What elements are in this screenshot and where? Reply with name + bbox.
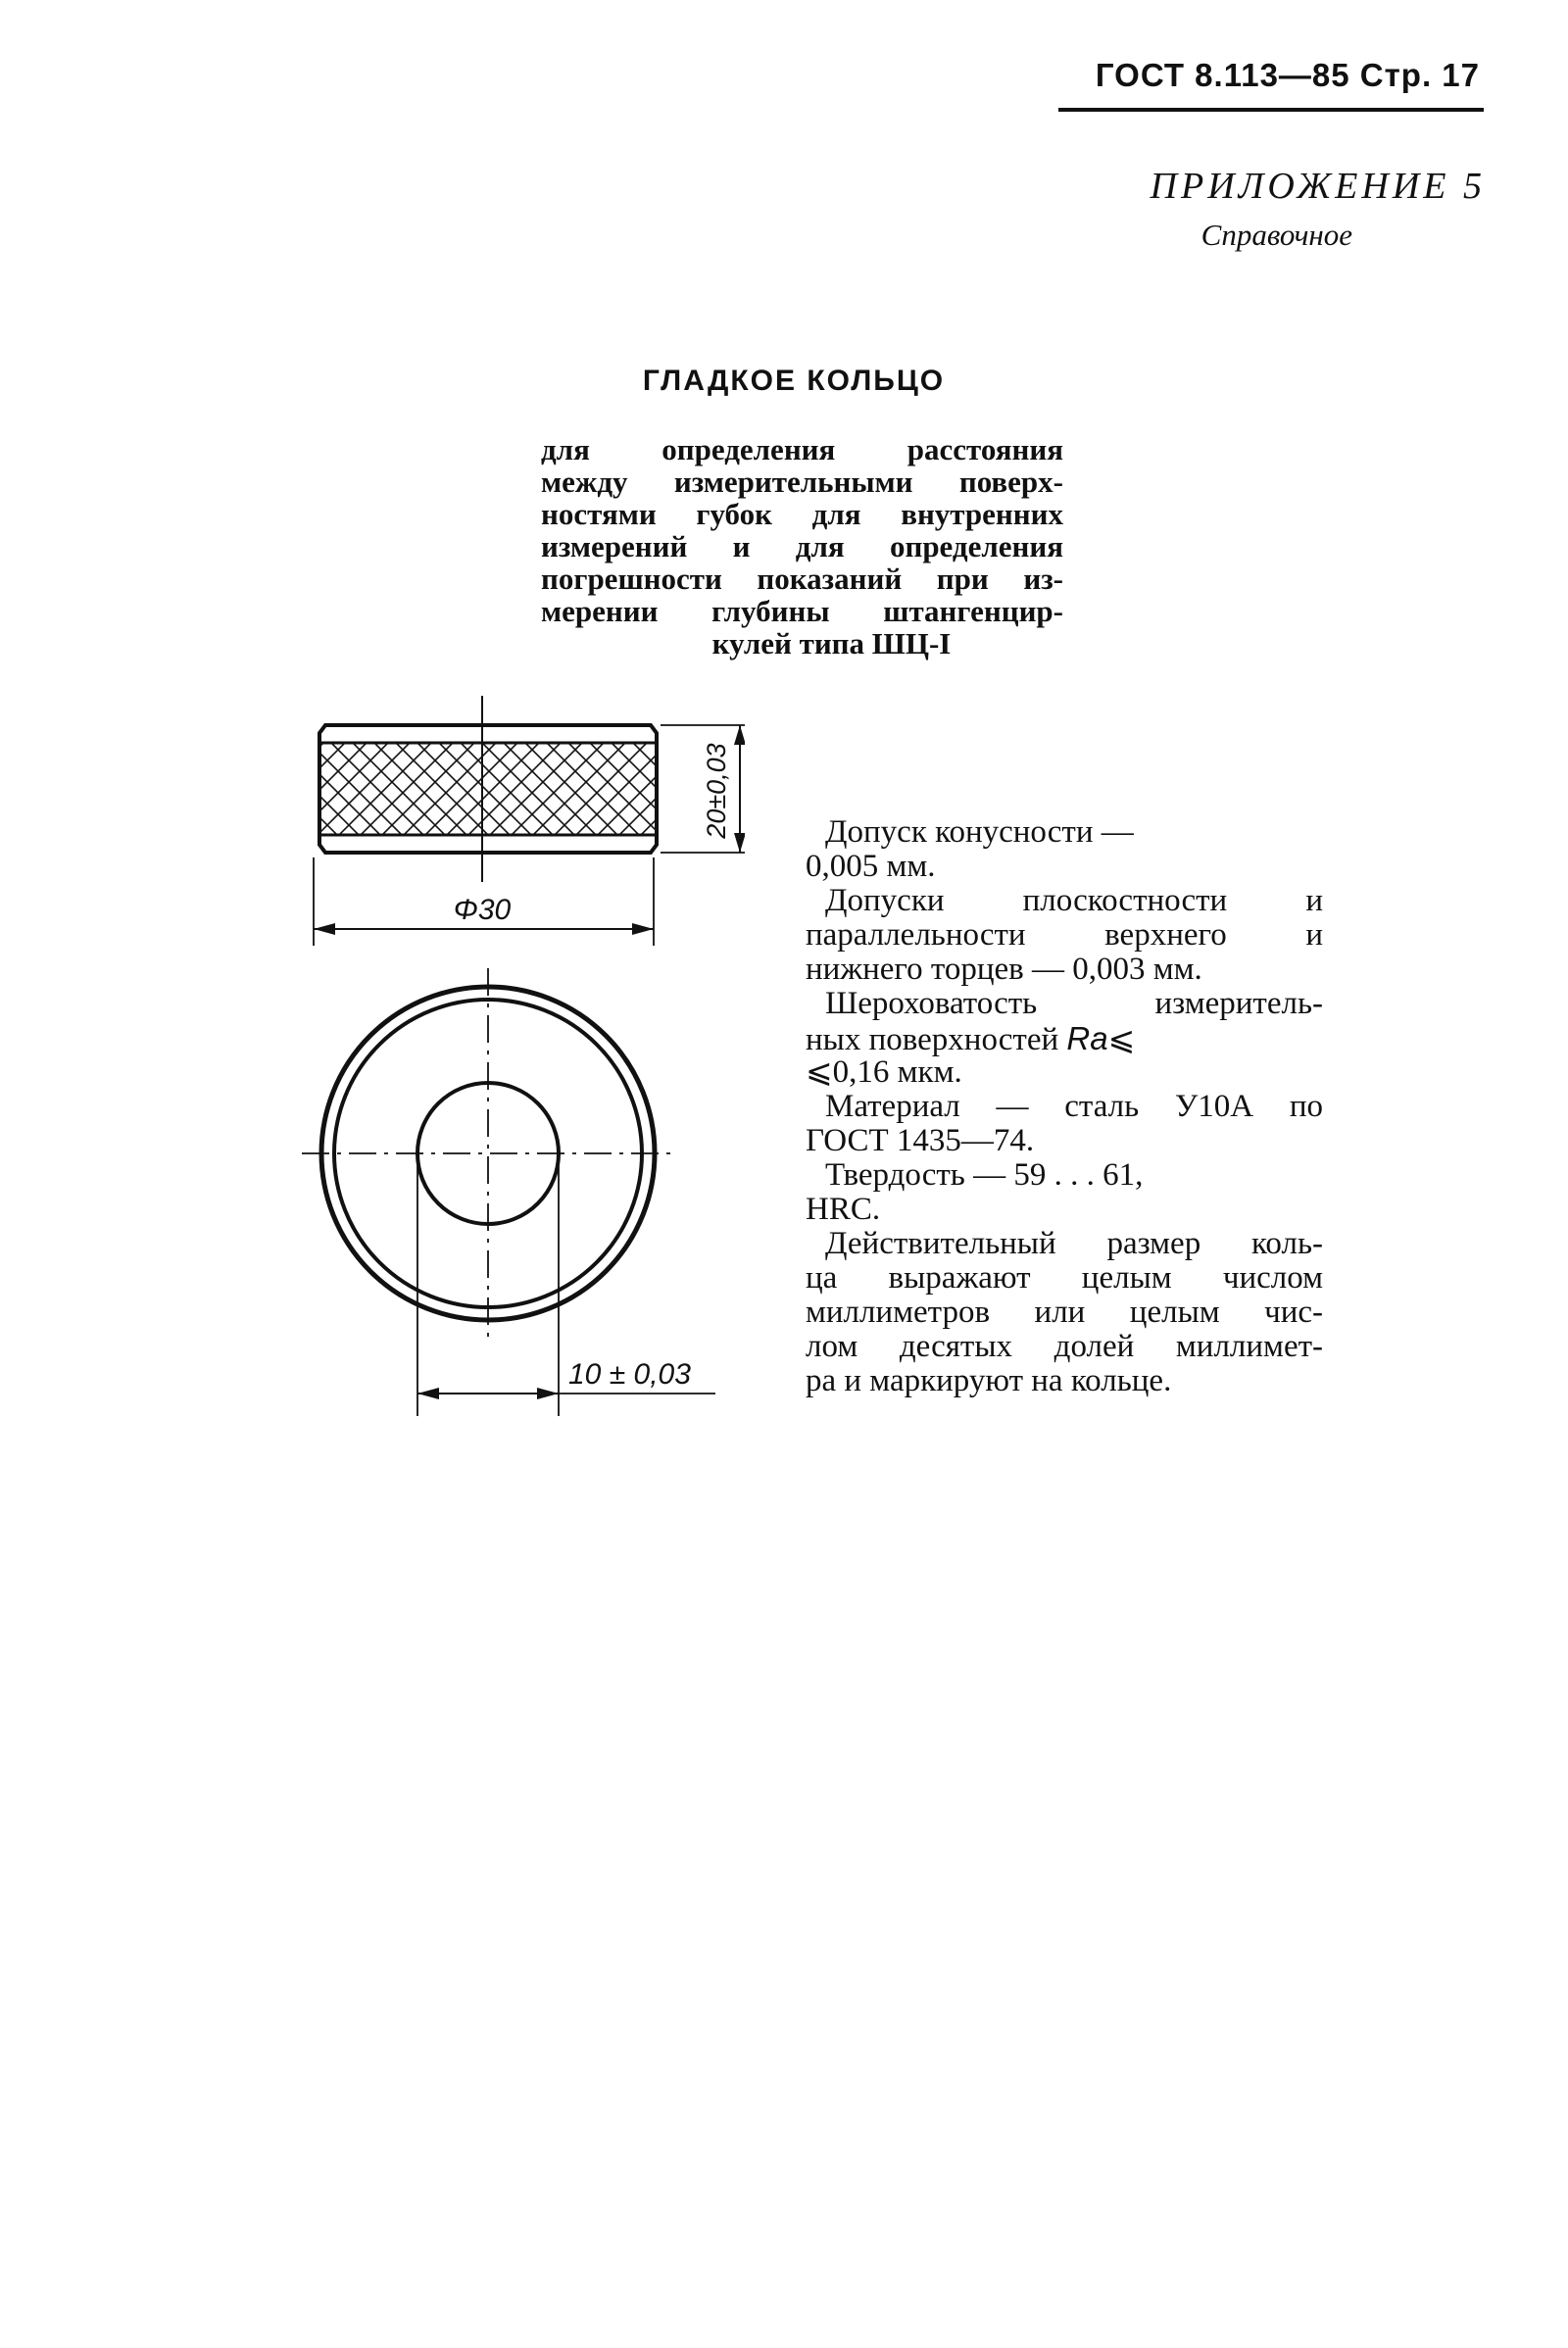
note-line: ца выражают целым числом [806, 1260, 1323, 1296]
note-line: Материал — сталь У10А по [825, 1089, 1323, 1124]
inner-diameter-label: 10 ± 0,03 [568, 1358, 691, 1391]
note-line: Допуски плоскостности и [825, 883, 1323, 918]
ring-plan-view [302, 968, 676, 1343]
note-text: ных поверхностей [806, 1022, 1067, 1057]
note-line: Шероховатость измеритель- [825, 986, 1323, 1021]
subtitle [541, 433, 1063, 660]
note-line: лом десятых долей миллимет- [806, 1329, 1323, 1364]
document-title: ГЛАДКОЕ КОЛЬЦО [642, 365, 946, 397]
ring-side-view [319, 696, 657, 882]
note-line: HRC. [806, 1192, 881, 1227]
diameter-dimension [314, 857, 654, 946]
note-line: ГОСТ 1435—74. [806, 1123, 1035, 1158]
note-line: нижнего торцев — 0,003 мм. [806, 952, 1202, 987]
specification-notes [806, 815, 1323, 1398]
note-line: миллиметров или целым чис- [806, 1295, 1323, 1330]
subtitle-line: мерении глубины штангенцир- [541, 594, 1063, 628]
height-dimension-label: 20±0,03 [702, 743, 731, 839]
note-line: 0,005 мм. [806, 849, 936, 884]
appendix-type: Справочное [1200, 218, 1352, 252]
subtitle-line: для определения расстояния [541, 432, 1063, 466]
less-equal-sign: ⩽ [1107, 1022, 1136, 1057]
page-header: ГОСТ 8.113—85 Стр. 17 [1095, 57, 1480, 93]
subtitle-line: погрешности показаний при из- [541, 562, 1063, 596]
note-line: Допуск конусности — [825, 814, 1134, 850]
subtitle-line: между измерительными поверх- [541, 465, 1063, 499]
subtitle-line: измерений и для определения [541, 529, 1063, 563]
roughness-symbol: Ra [1066, 1020, 1108, 1056]
note-line: параллельности верхнего и [806, 917, 1323, 953]
note-line: Действительный размер коль- [825, 1226, 1323, 1261]
header-rule [1058, 108, 1484, 112]
note-line: ⩽0,16 мкм. [806, 1054, 962, 1090]
subtitle-line: кулей типа ШЦ-I [711, 626, 952, 660]
note-line: Твердость — 59 . . . 61, [825, 1157, 1144, 1193]
note-line: ра и маркируют на кольце. [806, 1363, 1172, 1398]
ring-technical-drawing [284, 696, 745, 1421]
inner-diameter-dimension [417, 1166, 715, 1416]
subtitle-line: ностями губок для внутренних [541, 497, 1063, 531]
diameter-dimension-label: Φ30 [453, 894, 512, 926]
height-dimension [661, 725, 745, 853]
note-line [806, 1021, 1323, 1055]
appendix-label: ПРИЛОЖЕНИЕ 5 [1150, 166, 1486, 207]
